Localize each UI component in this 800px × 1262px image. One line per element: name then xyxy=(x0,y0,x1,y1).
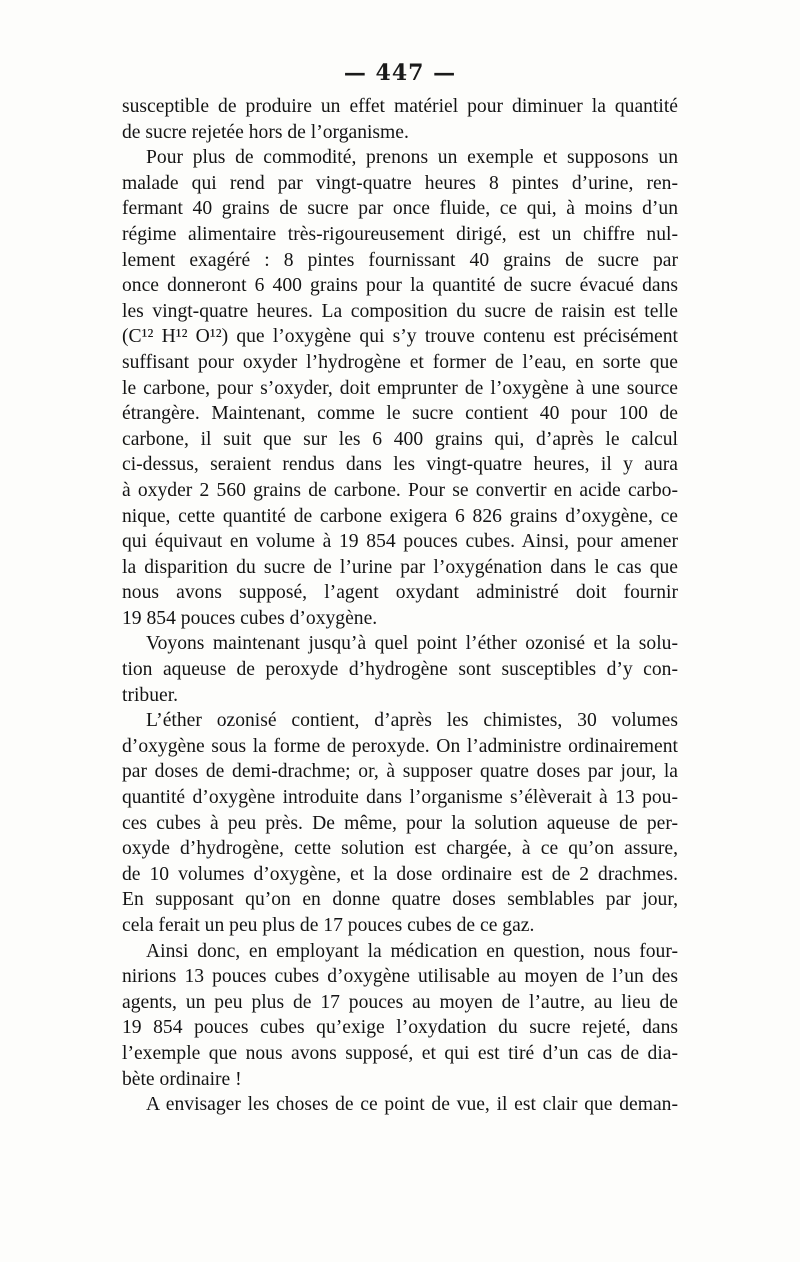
text-line: malade qui rend par vingt-quatre heures 8 pintes d’urine, ren- xyxy=(122,172,678,194)
text-line: tion aqueuse de peroxyde d’hydrogène sont susceptibles d’y con- xyxy=(122,659,678,681)
text-line: quantité d’oxygène introduite dans l’organisme s’élèverait à 13 pou- xyxy=(122,787,678,809)
text-line: ci-dessus, seraient rendus dans les vingt-quatre heures, il y aura xyxy=(122,454,678,476)
text-line: le carbone, pour s’oxyder, doit emprunter de l’oxygène à une source xyxy=(122,377,678,399)
paragraph xyxy=(122,631,678,708)
text-line: Pour plus de commodité, prenons un exemple et supposons un xyxy=(146,147,678,169)
text-line: suffisant pour oxyder l’hydrogène et former de l’eau, en sorte que xyxy=(122,351,678,373)
text-line: bète ordinaire ! xyxy=(122,1068,242,1090)
text-line: de 10 volumes d’oxygène, et la dose ordinaire est de 2 drachmes. xyxy=(122,863,678,885)
text-line: 19 854 pouces cubes d’oxygène. xyxy=(122,607,378,629)
text-line: L’éther ozonisé contient, d’après les chimistes, 30 volumes xyxy=(146,710,678,732)
text-line: (C¹² H¹² O¹²) que l’oxygène qui s’y trouve contenu est précisément xyxy=(122,326,678,348)
text-line: fermant 40 grains de sucre par once fluide, ce qui, à moins d’un xyxy=(122,198,678,220)
text-line: Voyons maintenant jusqu’à quel point l’éther ozonisé et la solu- xyxy=(146,633,678,655)
text-line: qui équivaut en volume à 19 854 pouces cubes. Ainsi, pour amener xyxy=(122,531,678,553)
text-line: oxyde d’hydrogène, cette solution est chargée, à ce qu’on assure, xyxy=(122,838,678,860)
body-text xyxy=(122,94,678,1118)
paragraph xyxy=(122,145,678,631)
text-line: nous avons supposé, l’agent oxydant administré doit fournir xyxy=(122,582,678,604)
text-line: A envisager les choses de ce point de vue, il est clair que deman- xyxy=(146,1094,678,1116)
text-line: 19 854 pouces cubes qu’exige l’oxydation du sucre rejeté, dans xyxy=(122,1017,678,1039)
text-line: lement exagéré : 8 pintes fournissant 40 grains de sucre par xyxy=(122,249,678,271)
paragraph xyxy=(122,939,678,1093)
text-line: par doses de demi-drachme; or, à supposer quatre doses par jour, la xyxy=(122,761,678,783)
page-number: — 447 — xyxy=(343,60,457,86)
text-line: les vingt-quatre heures. La composition du sucre de raisin est telle xyxy=(122,300,678,322)
text-line: l’exemple que nous avons supposé, et qui est tiré d’un cas de dia- xyxy=(122,1042,678,1064)
text-line: d’oxygène sous la forme de peroxyde. On l’administre ordinairement xyxy=(122,735,678,757)
text-line: susceptible de produire un effet matériel pour diminuer la quantité xyxy=(122,96,678,117)
text-line: once donneront 6 400 grains pour la quantité de sucre évacué dans xyxy=(122,275,678,297)
text-line: tribuer. xyxy=(122,684,179,706)
text-line: la disparition du sucre de l’urine par l’oxygénation dans le cas que xyxy=(122,556,678,578)
text-line: agents, un peu plus de 17 pouces au moyen de l’autre, au lieu de xyxy=(122,991,678,1013)
text-line: nique, cette quantité de carbone exigera 6 826 grains d’oxygène, ce xyxy=(122,505,678,527)
paragraph xyxy=(122,1092,678,1118)
text-line: carbone, il suit que sur les 6 400 grains qui, d’après le calcul xyxy=(122,428,678,450)
paragraph xyxy=(122,94,678,145)
text-line: cela ferait un peu plus de 17 pouces cubes de ce gaz. xyxy=(122,915,535,936)
text-line: de sucre rejetée hors de l’organisme. xyxy=(122,121,409,143)
text-line: à oxyder 2 560 grains de carbone. Pour se convertir en acide carbo- xyxy=(122,479,678,501)
text-line: ces cubes à peu près. De même, pour la solution aqueuse de per- xyxy=(122,812,678,834)
text-line: nirions 13 pouces cubes d’oxygène utilisable au moyen de l’un des xyxy=(122,966,678,988)
paragraph xyxy=(122,708,678,938)
text-line: étrangère. Maintenant, comme le sucre contient 40 pour 100 de xyxy=(122,403,678,425)
text-line: régime alimentaire très-rigoureusement dirigé, est un chiffre nul- xyxy=(122,223,678,245)
text-line: Ainsi donc, en employant la médication en question, nous four- xyxy=(146,940,678,962)
text-line: En supposant qu’on en donne quatre doses semblables par jour, xyxy=(122,889,678,911)
